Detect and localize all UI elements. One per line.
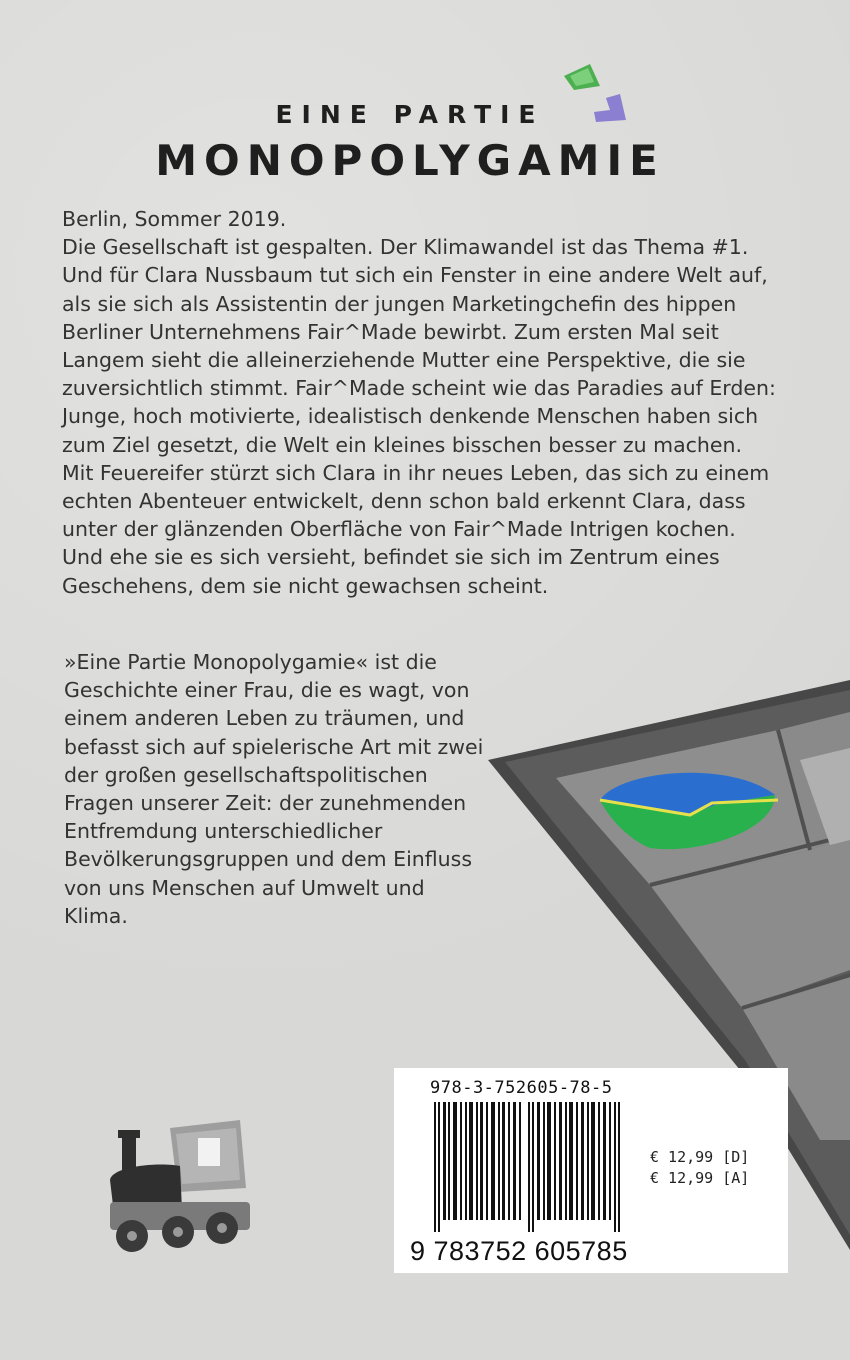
quote-line: einem anderen Leben zu träumen, und bbox=[64, 706, 465, 731]
quote-line: »Eine Partie Monopolygamie« ist die bbox=[64, 650, 437, 674]
blurb-text bbox=[62, 205, 802, 600]
ean-digits: 9 783752 605785 bbox=[410, 1236, 628, 1266]
blurb-line: Berliner Unternehmens Fair^Made bewirbt. Zum ersten Mal seit bbox=[62, 319, 719, 344]
blurb-line: Die Gesellschaft ist gespalten. Der Klimawandel ist das Thema #1. bbox=[62, 235, 749, 260]
blurb-line: echten Abenteuer entwickelt, denn schon bald erkennt Clara, dass bbox=[62, 489, 746, 514]
isbn-number: 978-3-752605-78-5 bbox=[430, 1078, 613, 1098]
train-icon bbox=[100, 1110, 260, 1260]
quote-line: der großen gesellschaftspolitischen bbox=[64, 762, 428, 787]
blurb-line: Langem sieht die alleinerziehende Mutter eine Perspektive, die sie bbox=[62, 348, 746, 373]
blurb-line: zum Ziel gesetzt, die Welt ein kleines bisschen besser zu machen. bbox=[62, 432, 743, 457]
blurb-line: Berlin, Sommer 2019. bbox=[62, 207, 287, 231]
blurb-line: Und für Clara Nussbaum tut sich ein Fenster in eine andere Welt auf, bbox=[62, 263, 768, 288]
quote-line: Geschichte einer Frau, die es wagt, von bbox=[64, 678, 470, 703]
blurb-line: als sie sich als Assistentin der jungen Marketingchefin des hippen bbox=[62, 291, 737, 316]
blurb-line: unter der glänzenden Oberfläche von Fair^Made Intrigen kochen. bbox=[62, 517, 736, 542]
barcode-label bbox=[394, 1068, 788, 1273]
blurb-line: Geschehens, dem sie nicht gewachsen scheint. bbox=[62, 573, 549, 598]
quote-text bbox=[64, 648, 494, 930]
quote-line: Entfremdung unterschiedlicher bbox=[64, 819, 383, 844]
blurb-line: Und ehe sie es sich versieht, befindet sie sich im Zentrum eines bbox=[62, 545, 720, 570]
blurb-line: zuversichtlich stimmt. Fair^Made scheint wie das Paradies auf Erden: bbox=[62, 376, 776, 401]
quote-line: Bevölkerungsgruppen und dem Einfluss bbox=[64, 847, 473, 872]
quote-line: Fragen unserer Zeit: der zunehmenden bbox=[64, 791, 467, 816]
quote-line: befasst sich auf spielerische Art mit zwei bbox=[64, 734, 484, 759]
quote-line: von uns Menschen auf Umwelt und bbox=[64, 875, 425, 900]
book-subtitle: EINE PARTIE bbox=[275, 100, 545, 129]
barcode-bars bbox=[434, 1102, 630, 1232]
blurb-line: Junge, hoch motivierte, idealistisch denkende Menschen haben sich bbox=[62, 404, 759, 429]
price-austria: € 12,99 [A] bbox=[650, 1169, 750, 1187]
book-title: MONOPOLYGAMIE bbox=[155, 136, 665, 185]
blurb-line: Mit Feuereifer stürzt sich Clara in ihr neues Leben, das sich zu einem bbox=[62, 460, 770, 485]
price-germany: € 12,99 [D] bbox=[650, 1148, 750, 1166]
quote-line: Klima. bbox=[64, 903, 128, 928]
